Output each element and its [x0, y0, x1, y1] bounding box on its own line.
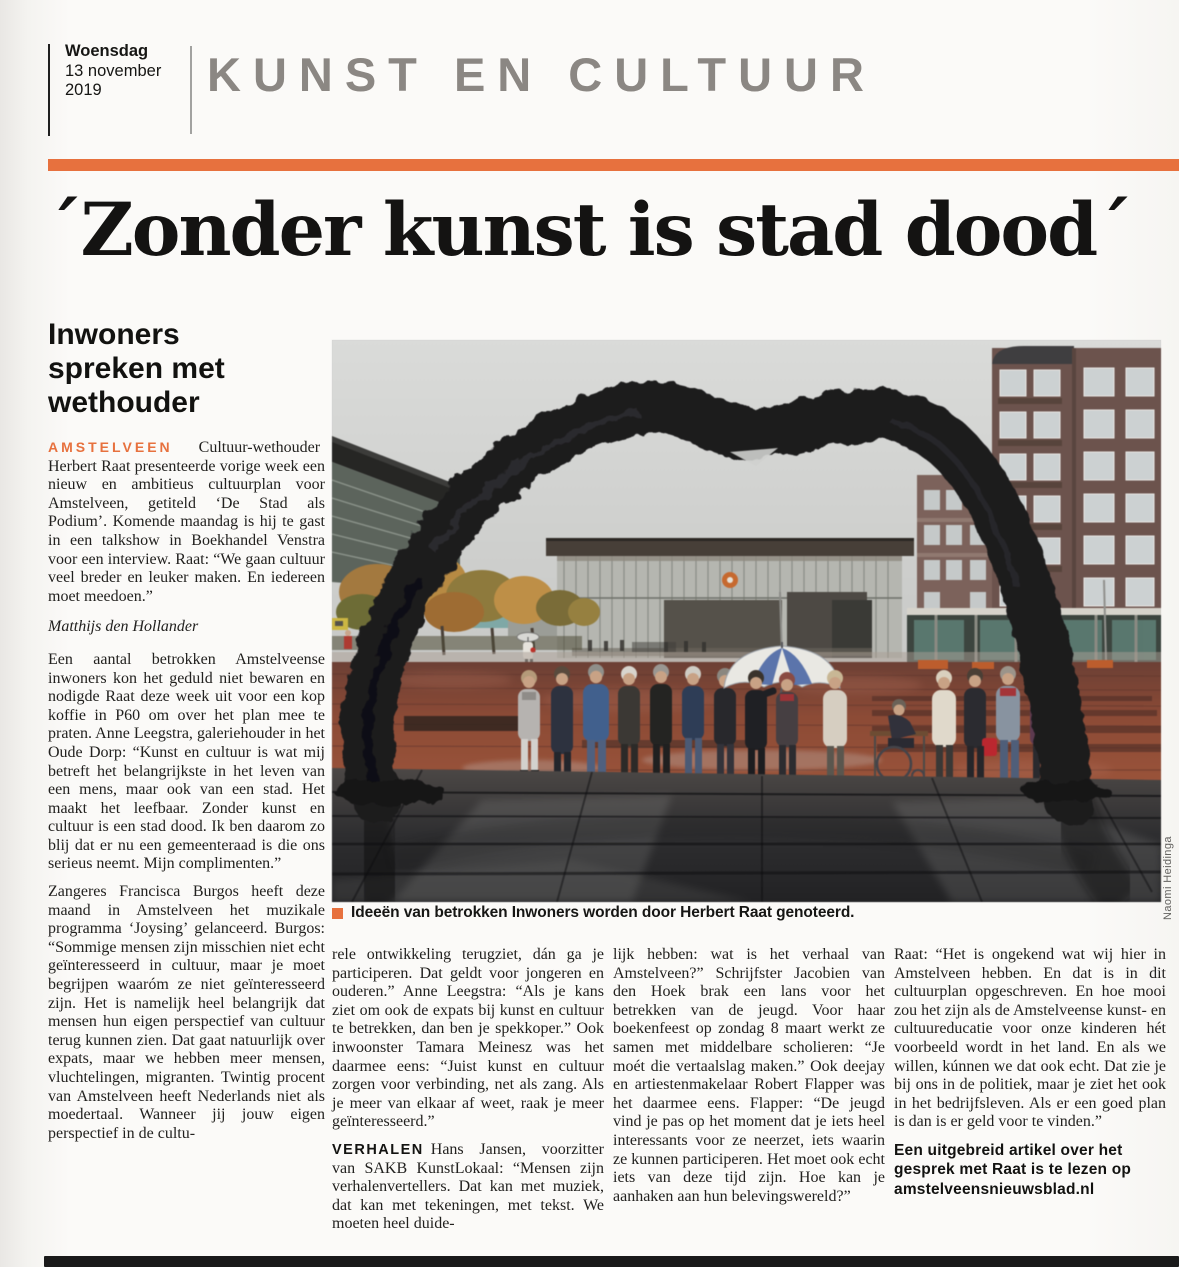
paragraph: lijk hebben: wat is het verhaal van Amstelveen?” Schrijfster Jacobien van den Hoek brak een lans voor het betrekken van de jeugd. Voor haar boekenfeest op zondag 8 maart werkt ze samen met middelbare scholieren: “Je moét die vertaalslag maken.” Ook deejay en artiestenmakelaar Robert Flapper was het daarmee eens. Flapper: “De jeugd vind je pas op het moment dat je iets heel interessants voor ze neerzet, iets waarin ze kunnen participeren. Het moet ook echt iets van deze tijd zijn. Hoe kan je aanhaken aan hun belevingswereld?”: [613, 946, 885, 1205]
plaza-photo: [332, 340, 1161, 902]
photo-caption: [332, 904, 1161, 922]
masthead-divider: [190, 46, 192, 134]
date-line3: 2019: [65, 81, 102, 99]
section-title: KUNST EN CULTUUR: [207, 48, 876, 101]
paragraph: [48, 438, 325, 606]
date-line2: 13 november: [65, 61, 162, 80]
article-column-1: [48, 318, 325, 1152]
paragraph-text: Hans Jansen, voorzitter van SAKB KunstLokaal: “Mensen zijn verhalenvertellers. Dat kan met muziek, dat kan met tekeningen, met tekst. We moeten heel duide-: [332, 1140, 604, 1233]
paragraph-lead: VERHALEN: [332, 1141, 424, 1158]
paragraph: Zangeres Francisca Burgos heeft deze maand in Amstelveen het muzikale programma ‘Joysing’ gelanceerd. Burgos: “Sommige mensen zijn misschien niet echt geïnteresseerd in cultuur, maar je moet begrijpen waaróm ze niet geïnteresseerd zijn. Het is namelijk heel belangrijk dat mensen hun eigen perspectief van cultuur terug kunnen zien. Dat gaat natuurlijk over expats, maar we hebben meer mensen, vluchtelingen, migranten. Twintig procent van Amstelveen heeft Nederlands niet als moedertaal. Wanneer jij jouw eigen perspectief in de cultu-: [48, 883, 325, 1142]
article-column-2: [332, 946, 604, 1243]
photo-credit: Naomi Heidinga: [1162, 836, 1174, 920]
headline: ´Zonder kunst is stad dood´: [46, 187, 1131, 273]
paragraph: Raat: “Het is ongekend wat wij hier in Amstelveen hebben. En dat is in dit cultuurplan opgeschreven. En hoe mooi zou het zijn als de Amstelveense kunst- en cultuureducatie voor onze kinderen hét voorbeeld wordt in het land. En als we willen, kúnnen we dat ook echt. Dat zie je bij ons in de politiek, maar je ziet het ook in het bedrijfsleven. Als er een goed plan is dan is er geld voor te vinden.”: [894, 946, 1166, 1131]
pavilion-building: [546, 538, 914, 658]
left-edge-rule: [48, 44, 50, 136]
paragraph: rele ontwikkeling terugziet, dán ga je participeren. Dat geldt voor jongeren en ouderen.” Anne Leegstra: “Als je kans ziet om ook de expats bij kunst en cultuur te betrekken, dan ben je spekkoper.” Ook inwoonster Tamara Meinesz was het daarmee eens: “Juist kunst en cultuur zorgen voor verbinding, net als zang. Als je meer van elkaar af weet, raak je meer geïnteresseerd.”: [332, 946, 604, 1131]
accent-bar: [48, 159, 1179, 171]
caption-bullet-icon: [332, 908, 343, 919]
paragraph: [332, 1141, 604, 1234]
article-column-3: [613, 946, 885, 1215]
date-box: [65, 42, 161, 101]
subhead: Inwoners spreken met wethouder: [48, 318, 225, 419]
byline: Matthijs den Hollander: [48, 618, 199, 636]
caption-text: Ideeën van betrokken Inwoners worden door Herbert Raat genoteerd.: [351, 904, 855, 921]
article-column-4: [894, 946, 1166, 1208]
dateline: AMSTELVEEN: [48, 439, 173, 455]
page-fold-bar: [44, 1256, 1179, 1267]
date-weekday: Woensdag: [65, 42, 149, 60]
paragraph-text: Cultuur-wethouder Herbert Raat presenteerde vorige week een nieuw en ambitieus cultuurplan voor Amstelveen, getiteld ‘De Stad als Podium’. Komende maandag is hij te gast in een talkshow in Boekhandel Venstra voor een interview. Raat: “We gaan cultuur veel breder en leuker maken. En iedereen moet meedoen.”: [48, 439, 325, 605]
footer-note: Een uitgebreid artikel over het gesprek met Raat is te lezen op amstelveensnieuwsblad.nl: [894, 1141, 1132, 1198]
plaza-photo-graphic: [332, 340, 1161, 902]
paragraph: Een aantal betrokken Amstelveense inwoners kon het geduld niet bewaren en nodigde Raat deze week uit voor een kop koffie in P60 om over het plan mee te praten. Anne Leegstra, galeriehouder in het Oude Dorp: “Kunst en cultuur is wat mij betreft het belangrijkste in het leven van een mens, maar ook van een stad. Het maakt het leefbaar. Zonder kunst en cultuur is een stad dood. Ik ben daarom zo blij dat er nu een gemeenteraad is die ons serieus neemt. Mijn complimenten.”: [48, 650, 325, 873]
